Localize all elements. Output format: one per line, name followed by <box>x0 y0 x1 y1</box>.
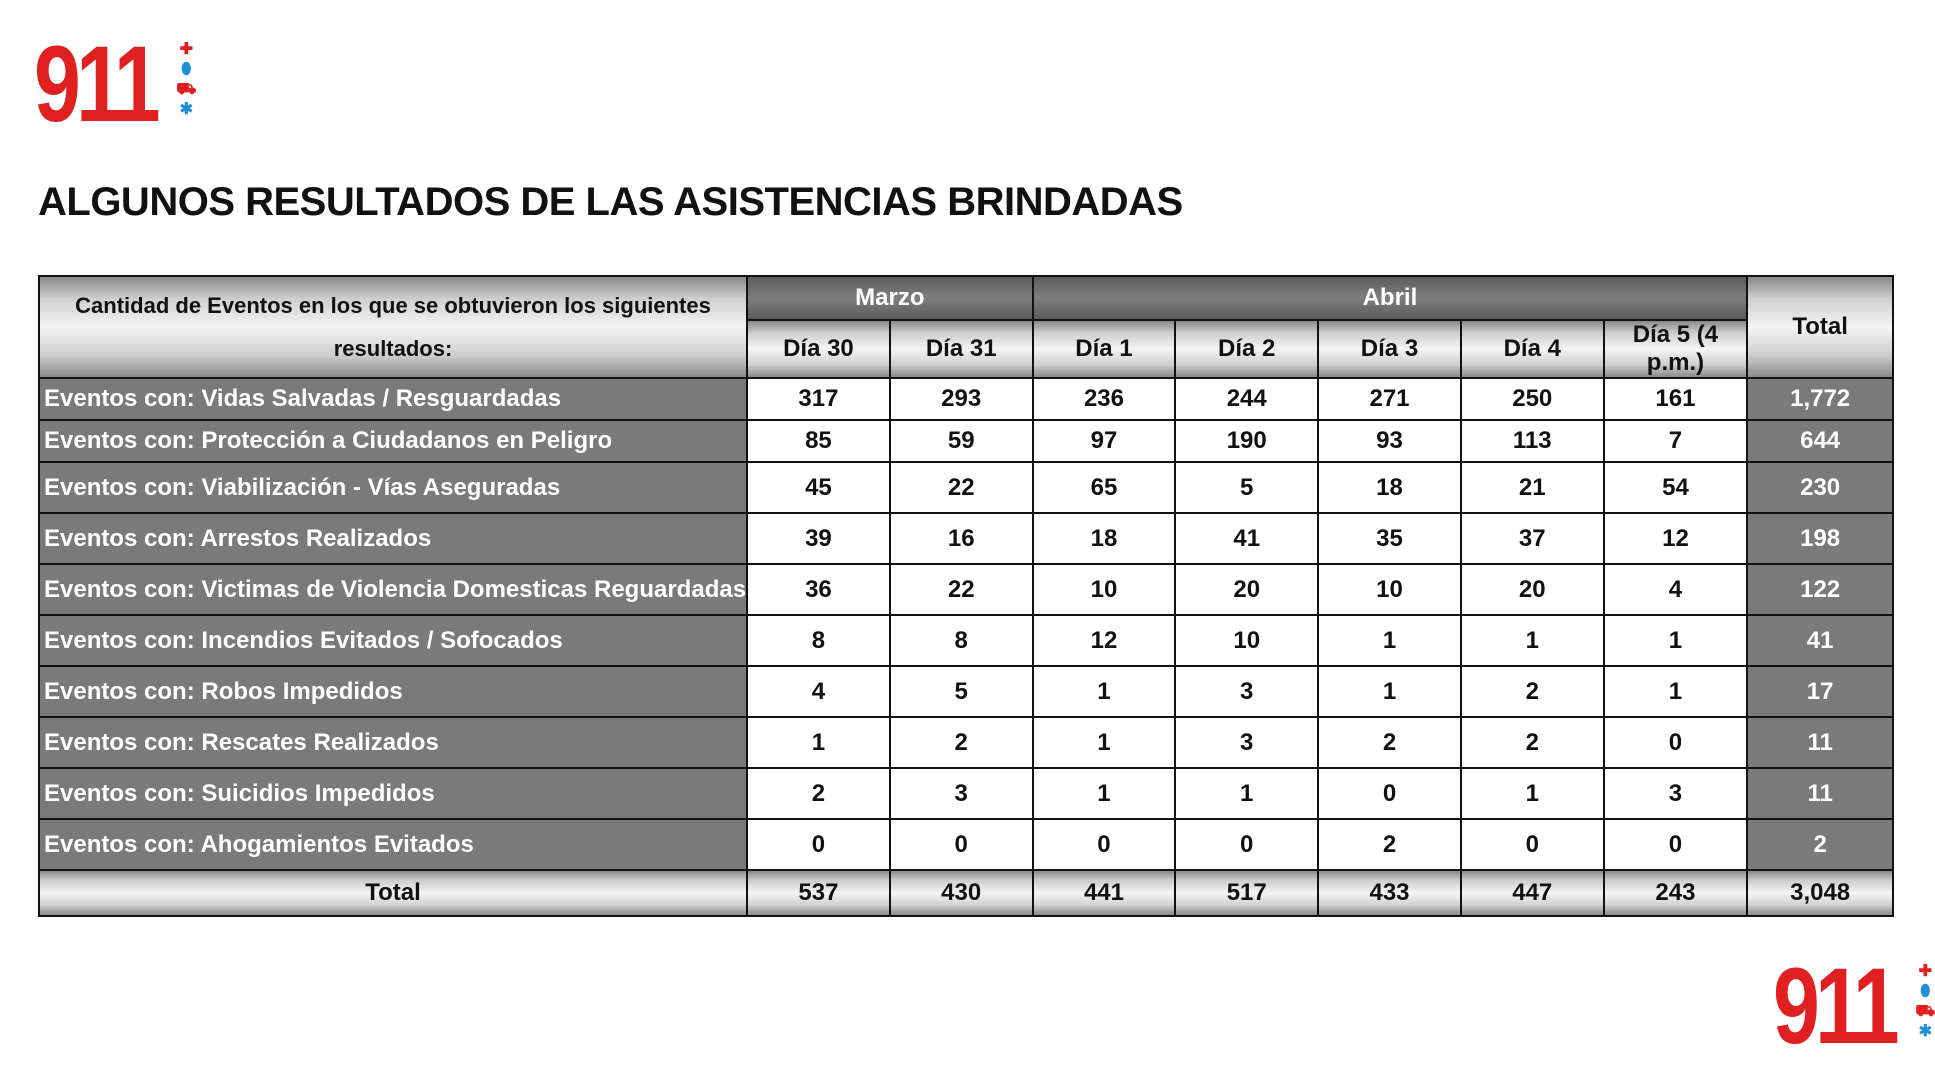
row-total-cell: 122 <box>1747 564 1893 615</box>
row-total-cell: 1,772 <box>1747 378 1893 420</box>
table-row <box>39 420 1893 462</box>
value-cell: 0 <box>890 819 1033 870</box>
column-total-cell: 433 <box>1318 870 1461 916</box>
row-label: Eventos con: Protección a Ciudadanos en Peligro <box>39 420 747 462</box>
row-label: Eventos con: Viabilización - Vías Aseguradas <box>39 462 747 513</box>
value-cell: 1 <box>1175 768 1318 819</box>
row-label: Eventos con: Rescates Realizados <box>39 717 747 768</box>
row-total-cell: 198 <box>1747 513 1893 564</box>
value-cell: 317 <box>747 378 890 420</box>
value-cell: 3 <box>890 768 1033 819</box>
value-cell: 113 <box>1461 420 1604 462</box>
value-cell: 2 <box>890 717 1033 768</box>
totals-row <box>39 870 1893 916</box>
value-cell: 93 <box>1318 420 1461 462</box>
value-cell: 22 <box>890 564 1033 615</box>
value-cell: 0 <box>1461 819 1604 870</box>
value-cell: 45 <box>747 462 890 513</box>
day-header: Día 1 <box>1033 320 1176 378</box>
month-header-marzo: Marzo <box>747 276 1033 320</box>
value-cell: 1 <box>1318 666 1461 717</box>
value-cell: 65 <box>1033 462 1176 513</box>
cross-icon: ✚ <box>1918 963 1932 980</box>
header-row-months <box>39 276 1893 320</box>
value-cell: 161 <box>1604 378 1748 420</box>
value-cell: 22 <box>890 462 1033 513</box>
table-row <box>39 378 1893 420</box>
day-header: Día 31 <box>890 320 1033 378</box>
column-total-cell: 517 <box>1175 870 1318 916</box>
table-body <box>39 378 1893 870</box>
value-cell: 1 <box>1033 717 1176 768</box>
logo-911-bottom <box>1773 945 1935 1066</box>
value-cell: 190 <box>1175 420 1318 462</box>
table-row <box>39 462 1893 513</box>
value-cell: 20 <box>1175 564 1318 615</box>
value-cell: 21 <box>1461 462 1604 513</box>
table-row <box>39 768 1893 819</box>
day-header: Día 5 (4 p.m.) <box>1604 320 1748 378</box>
value-cell: 3 <box>1604 768 1748 819</box>
month-header-abril: Abril <box>1033 276 1748 320</box>
value-cell: 16 <box>890 513 1033 564</box>
value-cell: 1 <box>1604 666 1748 717</box>
table-row <box>39 819 1893 870</box>
ambulance-icon: ⛟ <box>176 81 197 98</box>
value-cell: 293 <box>890 378 1033 420</box>
row-total-cell: 11 <box>1747 768 1893 819</box>
row-label: Eventos con: Incendios Evitados / Sofocados <box>39 615 747 666</box>
value-cell: 1 <box>1461 768 1604 819</box>
day-header: Día 30 <box>747 320 890 378</box>
row-label: Eventos con: Victimas de Violencia Domesticas Reguardadas <box>39 564 747 615</box>
value-cell: 0 <box>747 819 890 870</box>
value-cell: 2 <box>1318 819 1461 870</box>
cross-icon: ✚ <box>179 41 193 58</box>
row-label: Eventos con: Robos Impedidos <box>39 666 747 717</box>
day-header: Día 4 <box>1461 320 1604 378</box>
value-cell: 4 <box>1604 564 1748 615</box>
value-cell: 0 <box>1175 819 1318 870</box>
value-cell: 12 <box>1033 615 1176 666</box>
corner-header: Cantidad de Eventos en los que se obtuvieron los siguientes resultados: <box>39 276 747 378</box>
value-cell: 10 <box>1033 564 1176 615</box>
star-of-life-icon: ✱ <box>1918 1023 1932 1040</box>
column-total-cell: 447 <box>1461 870 1604 916</box>
value-cell: 18 <box>1318 462 1461 513</box>
value-cell: 236 <box>1033 378 1176 420</box>
value-cell: 5 <box>1175 462 1318 513</box>
results-table <box>38 275 1894 917</box>
value-cell: 8 <box>890 615 1033 666</box>
row-label: Eventos con: Suicidios Impedidos <box>39 768 747 819</box>
value-cell: 271 <box>1318 378 1461 420</box>
value-cell: 37 <box>1461 513 1604 564</box>
column-total-cell: 430 <box>890 870 1033 916</box>
row-total-cell: 41 <box>1747 615 1893 666</box>
value-cell: 244 <box>1175 378 1318 420</box>
value-cell: 18 <box>1033 513 1176 564</box>
total-header: Total <box>1747 276 1893 378</box>
value-cell: 1 <box>1033 666 1176 717</box>
column-total-cell: 243 <box>1604 870 1748 916</box>
totals-label: Total <box>39 870 747 916</box>
row-total-cell: 2 <box>1747 819 1893 870</box>
column-total-cell: 441 <box>1033 870 1176 916</box>
value-cell: 3 <box>1175 717 1318 768</box>
page-title: ALGUNOS RESULTADOS DE LAS ASISTENCIAS BRINDADAS <box>38 180 1183 224</box>
value-cell: 85 <box>747 420 890 462</box>
row-total-cell: 11 <box>1747 717 1893 768</box>
value-cell: 12 <box>1604 513 1748 564</box>
value-cell: 1 <box>1604 615 1748 666</box>
logo-digits: 911 <box>1773 945 1895 1066</box>
table-row <box>39 615 1893 666</box>
value-cell: 2 <box>1461 717 1604 768</box>
value-cell: 3 <box>1175 666 1318 717</box>
value-cell: 1 <box>1461 615 1604 666</box>
logo-digits: 911 <box>34 23 156 144</box>
day-header: Día 3 <box>1318 320 1461 378</box>
column-total-cell: 537 <box>747 870 890 916</box>
row-total-cell: 644 <box>1747 420 1893 462</box>
table-row <box>39 717 1893 768</box>
value-cell: 0 <box>1033 819 1176 870</box>
logo-icons <box>1915 962 1935 1042</box>
value-cell: 8 <box>747 615 890 666</box>
day-header: Día 2 <box>1175 320 1318 378</box>
value-cell: 5 <box>890 666 1033 717</box>
value-cell: 0 <box>1604 717 1748 768</box>
value-cell: 1 <box>1033 768 1176 819</box>
value-cell: 41 <box>1175 513 1318 564</box>
table-row <box>39 666 1893 717</box>
star-of-life-icon: ✱ <box>179 101 193 118</box>
row-total-cell: 230 <box>1747 462 1893 513</box>
value-cell: 2 <box>1461 666 1604 717</box>
row-label: Eventos con: Arrestos Realizados <box>39 513 747 564</box>
value-cell: 59 <box>890 420 1033 462</box>
logo-icons <box>176 40 196 120</box>
value-cell: 2 <box>1318 717 1461 768</box>
value-cell: 1 <box>1318 615 1461 666</box>
value-cell: 36 <box>747 564 890 615</box>
police-badge-icon: ⬮ <box>181 61 192 78</box>
value-cell: 1 <box>747 717 890 768</box>
value-cell: 0 <box>1318 768 1461 819</box>
table-row <box>39 564 1893 615</box>
value-cell: 20 <box>1461 564 1604 615</box>
ambulance-icon: ⛟ <box>1915 1003 1935 1020</box>
value-cell: 10 <box>1318 564 1461 615</box>
value-cell: 0 <box>1604 819 1748 870</box>
value-cell: 97 <box>1033 420 1176 462</box>
value-cell: 4 <box>747 666 890 717</box>
table-row <box>39 513 1893 564</box>
row-label: Eventos con: Ahogamientos Evitados <box>39 819 747 870</box>
value-cell: 2 <box>747 768 890 819</box>
value-cell: 7 <box>1604 420 1748 462</box>
police-badge-icon: ⬮ <box>1920 983 1931 1000</box>
row-label: Eventos con: Vidas Salvadas / Resguardadas <box>39 378 747 420</box>
value-cell: 39 <box>747 513 890 564</box>
value-cell: 35 <box>1318 513 1461 564</box>
value-cell: 250 <box>1461 378 1604 420</box>
value-cell: 54 <box>1604 462 1748 513</box>
logo-911-top <box>34 23 197 144</box>
row-total-cell: 17 <box>1747 666 1893 717</box>
grand-total-cell: 3,048 <box>1747 870 1893 916</box>
value-cell: 10 <box>1175 615 1318 666</box>
